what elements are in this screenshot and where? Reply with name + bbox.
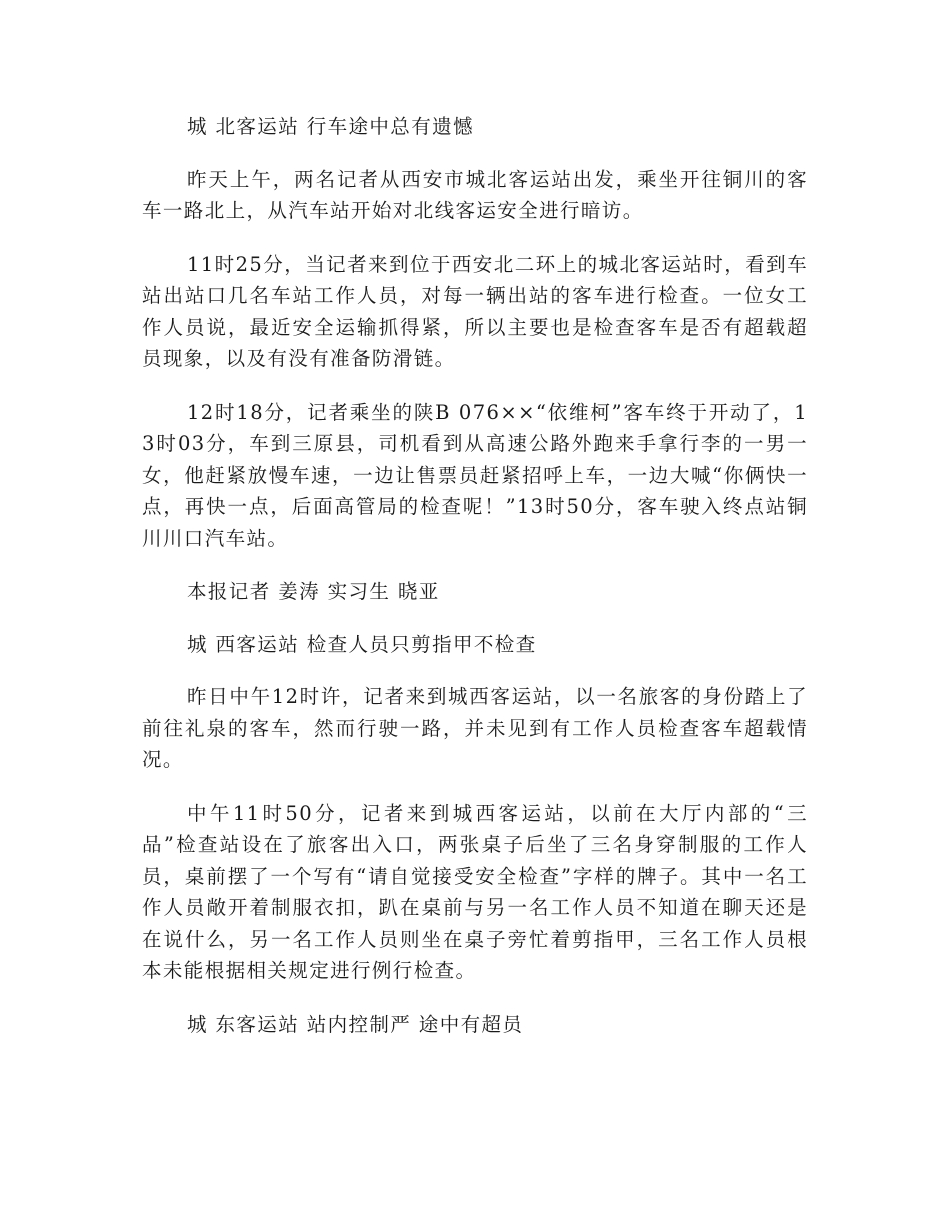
document-body: [142, 111, 808, 1040]
paragraph-north-journey: 12时18分，记者乘坐的陕B 076××“依维柯”客车终于开动了，13时03分，车到三原县，司机看到从高速公路外跑来手拿行李的一男一女，他赶紧放慢车速，一边让售票员赶紧招呼上车，一边大喊“你俩快一点，再快一点，后面高管局的检查呢！”13时50分，客车驶入终点站铜川川口汽车站。: [142, 400, 808, 550]
paragraph-north-departure: 昨天上午，两名记者从西安市城北客运站出发，乘坐开往铜川的客车一路北上，从汽车站开始对北线客运安全进行暗访。: [142, 167, 808, 222]
section-heading-north-station: 城 北客运站 行车途中总有遗憾: [187, 115, 474, 138]
byline: 本报记者 姜涛 实习生 晓亚: [187, 580, 440, 603]
paragraph-west-checkpoint: 中午11时50分，记者来到城西客运站，以前在大厅内部的“三品”检查站设在了旅客出入口，两张桌子后坐了三名身穿制服的工作人员，桌前摆了一个写有“请自觉接受安全检查”字样的牌子。其中一名工作人员敞开着制服衣扣，趴在桌前与另一名工作人员不知道在聊天还是在说什么，另一名工作人员则坐在桌子旁忙着剪指甲，三名工作人员根本未能根据相关规定进行例行检查。: [142, 801, 808, 982]
paragraph-west-departure: 昨日中午12时许，记者来到城西客运站，以一名旅客的身份踏上了前往礼泉的客车，然而行驶一路，并未见到有工作人员检查客车超载情况。: [142, 685, 808, 771]
section-heading-east-station: 城 东客运站 站内控制严 途中有超员: [187, 1012, 524, 1036]
section-heading-west-station: 城 西客运站 检查人员只剪指甲不检查: [187, 632, 537, 656]
paragraph-north-inspection: 11时25分，当记者来到位于西安北二环上的城北客运站时，看到车站出站口几名车站工作人员，对每一辆出站的客车进行检查。一位女工作人员说，最近安全运输抓得紧，所以主要也是检查客车是否有超载超员现象，以及有没有准备防滑链。: [142, 252, 808, 370]
